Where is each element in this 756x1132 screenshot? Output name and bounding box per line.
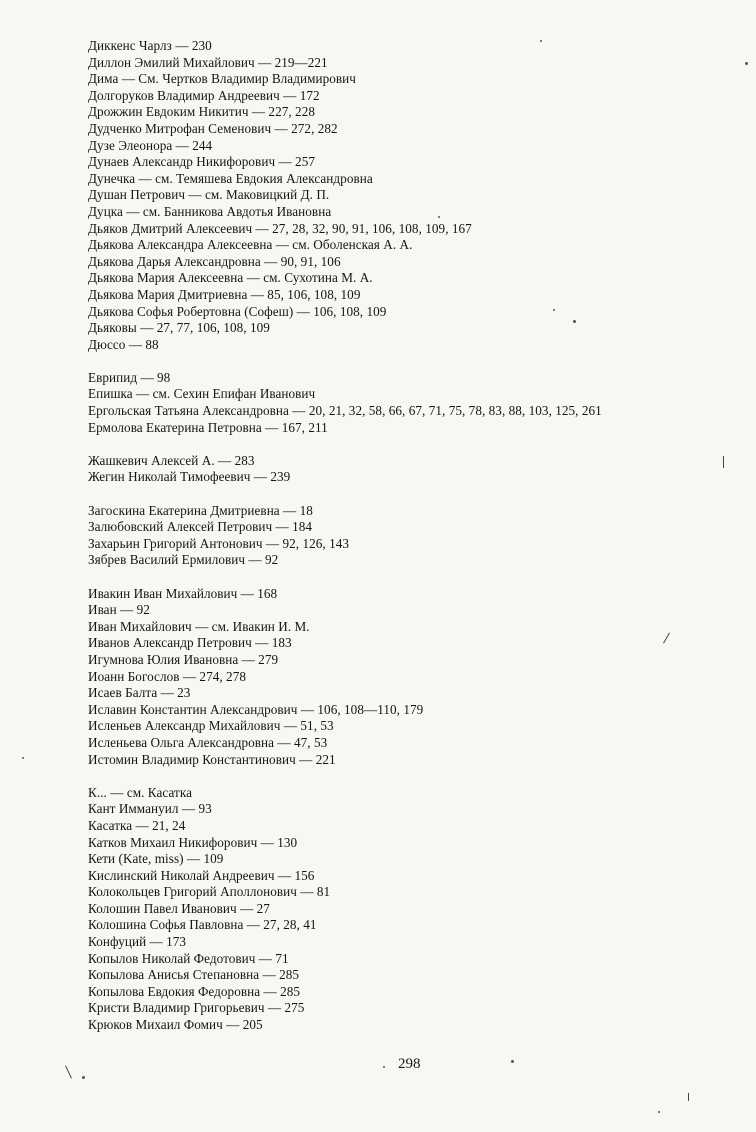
scan-speck xyxy=(553,309,555,311)
page-number: 298 xyxy=(398,1056,421,1072)
index-entry: Исаев Балта — 23 xyxy=(88,685,191,701)
scan-speck xyxy=(22,757,24,759)
name-index xyxy=(88,38,748,1050)
index-entry: Дима — См. Чертков Владимир Владимирович xyxy=(88,71,356,87)
scan-speck xyxy=(82,1076,85,1079)
index-entry: Жашкевич Алексей А. — 283 xyxy=(88,452,255,468)
index-entry: Дьякова Мария Дмитриевна — 85, 106, 108, 109 xyxy=(88,286,361,302)
index-letter-group xyxy=(88,503,748,569)
index-entry: Игумнова Юлия Ивановна — 279 xyxy=(88,651,279,667)
index-entry: Ермолова Екатерина Петровна — 167, 211 xyxy=(88,419,328,435)
index-entry: Загоскина Екатерина Дмитриевна — 18 xyxy=(88,502,313,518)
index-entry: Захарьин Григорий Антонович — 92, 126, 143 xyxy=(88,535,350,551)
scan-speck xyxy=(540,40,542,42)
index-entry: Дьяковы — 27, 77, 106, 108, 109 xyxy=(88,320,270,336)
index-entry: Еврипид — 98 xyxy=(88,369,171,385)
index-entry: Истомин Владимир Константинович — 221 xyxy=(88,751,336,767)
index-entry: Дунечка — см. Темяшева Евдокия Александровна xyxy=(88,170,373,186)
index-entry: Кристи Владимир Григорьевич — 275 xyxy=(88,1000,305,1016)
index-entry: Копылов Николай Федотович — 71 xyxy=(88,950,289,966)
index-entry: Иван Михайлович — см. Ивакин И. М. xyxy=(88,618,310,634)
index-entry: Епишка — см. Сехин Епифан Иванович xyxy=(88,386,316,402)
index-entry: Душан Петрович — см. Маковицкий Д. П. xyxy=(88,187,330,203)
index-entry: Дьякова Дарья Александровна — 90, 91, 106 xyxy=(88,253,341,269)
index-entry: Копылова Анисья Степановна — 285 xyxy=(88,967,299,983)
index-entry: Диллон Эмилий Михайлович — 219—221 xyxy=(88,54,328,70)
index-letter-group xyxy=(88,586,748,769)
index-entry: Дунаев Александр Никифорович — 257 xyxy=(88,154,315,170)
index-entry: Ергольская Татьяна Александровна — 20, 21, 32, 58, 66, 67, 71, 75, 78, 83, 88, 103, 125, 261 xyxy=(88,403,602,419)
index-entry: Долгоруков Владимир Андреевич — 172 xyxy=(88,87,320,103)
index-entry: Кети (Kate, miss) — 109 xyxy=(88,851,224,867)
index-entry: Кислинский Николай Андреевич — 156 xyxy=(88,867,315,883)
index-entry: Зябрев Василий Ермилович — 92 xyxy=(88,552,279,568)
index-entry: Иоанн Богослов — 274, 278 xyxy=(88,668,246,684)
index-entry: Дрожжин Евдоким Никитич — 227, 228 xyxy=(88,104,315,120)
index-entry: Дуцка — см. Банникова Авдотья Ивановна xyxy=(88,203,332,219)
index-entry: К... — см. Касатка xyxy=(88,784,192,800)
scan-speck xyxy=(511,1060,514,1063)
index-entry: Дюссо — 88 xyxy=(88,336,159,352)
index-entry: Иван — 92 xyxy=(88,602,150,618)
index-entry: Жегин Николай Тимофеевич — 239 xyxy=(88,469,291,485)
index-entry: Крюков Михаил Фомич — 205 xyxy=(88,1017,263,1033)
index-entry: Диккенс Чарлз — 230 xyxy=(88,38,212,53)
index-entry: Катков Михаил Никифорович — 130 xyxy=(88,834,298,850)
scan-speck xyxy=(438,216,440,218)
index-entry: Колокольцев Григорий Аполлонович — 81 xyxy=(88,884,331,900)
index-entry: Ивакин Иван Михайлович — 168 xyxy=(88,585,278,601)
index-letter-group xyxy=(88,785,748,1034)
index-entry: Конфуций — 173 xyxy=(88,934,187,950)
index-entry: Дузе Элеонора — 244 xyxy=(88,137,213,153)
index-entry: Колошина Софья Павловна — 27, 28, 41 xyxy=(88,917,317,933)
index-entry: Дьякова Софья Робертовна (Софеш) — 106, 108, 109 xyxy=(88,303,387,319)
index-entry: Кант Иммануил — 93 xyxy=(88,801,212,817)
index-entry: Иславин Константин Александрович — 106, 108—110, 179 xyxy=(88,701,424,717)
index-entry: Залюбовский Алексей Петрович — 184 xyxy=(88,519,313,535)
scan-mark xyxy=(65,1065,72,1078)
index-letter-group xyxy=(88,370,748,436)
scan-mark xyxy=(723,456,724,468)
scan-speck xyxy=(573,320,576,323)
index-entry: Исленьева Ольга Александровна — 47, 53 xyxy=(88,734,328,750)
index-entry: Колошин Павел Иванович — 27 xyxy=(88,900,270,916)
index-entry: Дьякова Александра Алексеевна — см. Оболенская А. А. xyxy=(88,237,413,253)
scan-speck xyxy=(383,1066,385,1068)
index-letter-group xyxy=(88,38,748,353)
index-entry: Касатка — 21, 24 xyxy=(88,817,186,833)
index-entry: Дудченко Митрофан Семенович — 272, 282 xyxy=(88,120,338,136)
index-entry: Исленьев Александр Михайлович — 51, 53 xyxy=(88,718,334,734)
scan-speck xyxy=(745,62,748,65)
index-entry: Иванов Александр Петрович — 183 xyxy=(88,635,292,651)
index-entry: Дьякова Мария Алексеевна — см. Сухотина М. А. xyxy=(88,270,373,286)
index-letter-group xyxy=(88,453,748,486)
index-entry: Копылова Евдокия Федоровна — 285 xyxy=(88,983,300,999)
scan-mark xyxy=(688,1093,689,1101)
scan-speck xyxy=(658,1111,660,1113)
index-entry: Дьяков Дмитрий Алексеевич — 27, 28, 32, 90, 91, 106, 108, 109, 167 xyxy=(88,220,472,236)
